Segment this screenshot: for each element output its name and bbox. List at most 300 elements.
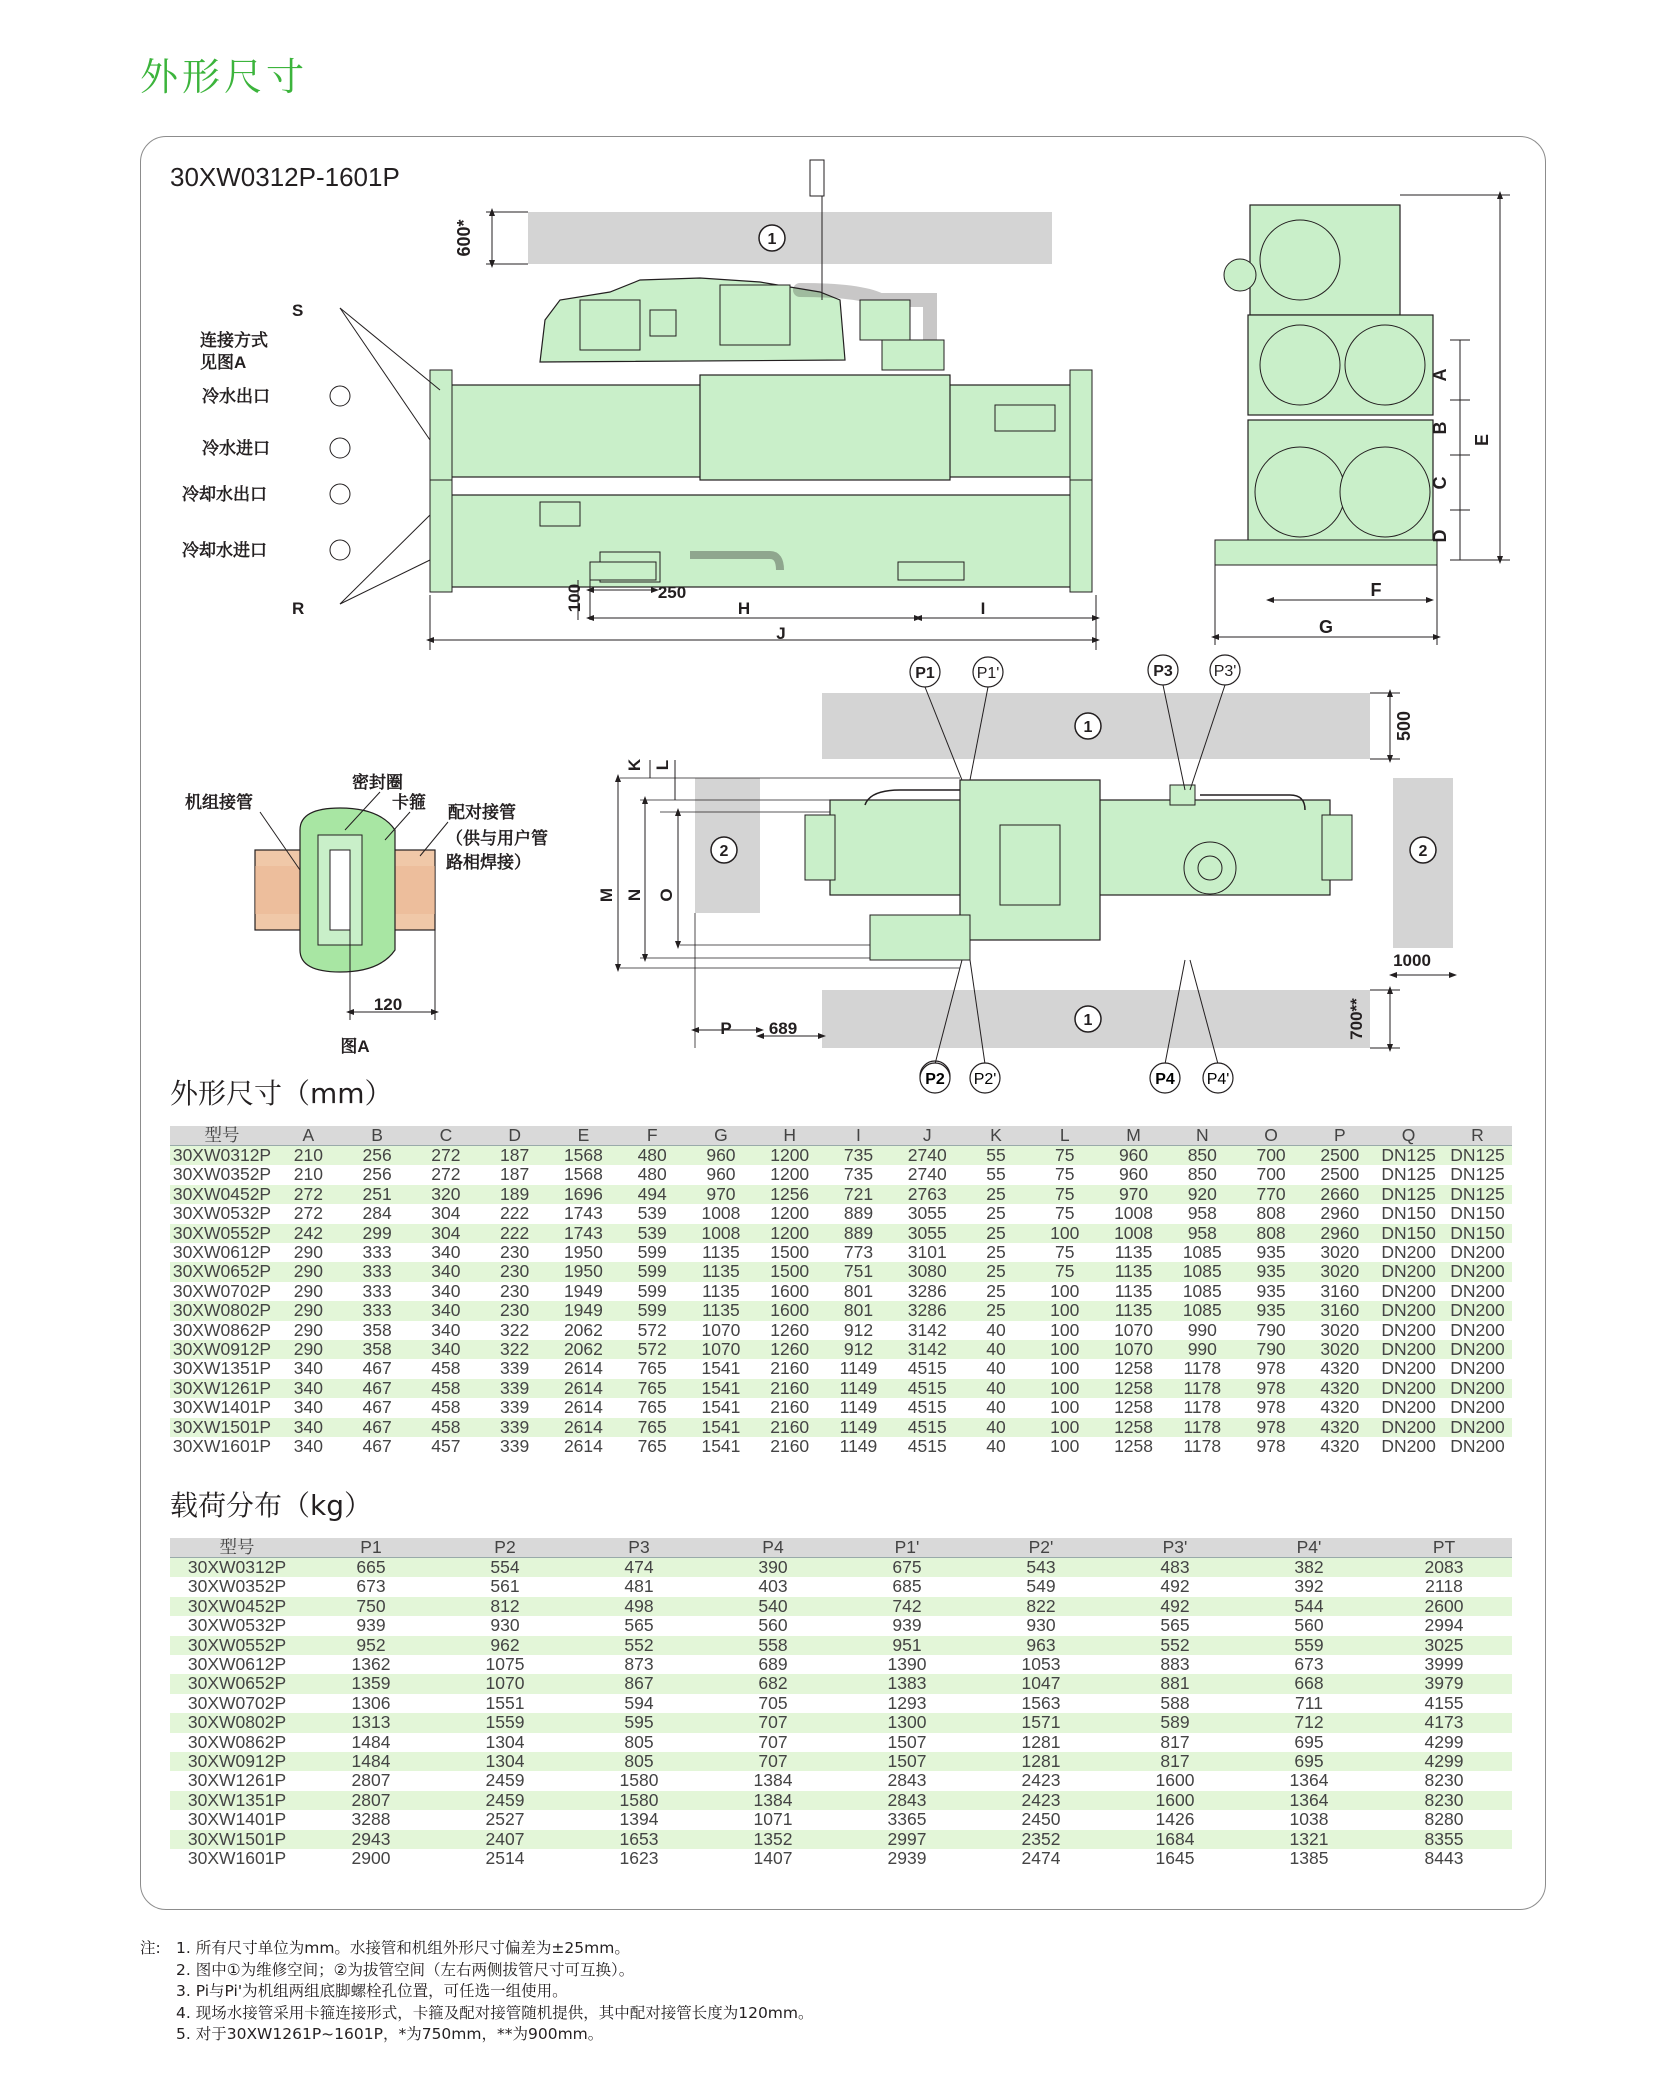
value-cell: 565 xyxy=(624,1615,654,1636)
model-cell: 30XW0552P xyxy=(172,1222,272,1243)
value-cell: 3142 xyxy=(907,1339,947,1360)
value-cell: 2960 xyxy=(1320,1203,1360,1224)
side-view xyxy=(340,160,1096,650)
value-cell: 1352 xyxy=(753,1828,793,1849)
value-cell: DN200 xyxy=(1450,1280,1505,1301)
value-cell: 55 xyxy=(986,1164,1006,1185)
model-cell: 30XW0862P xyxy=(172,1319,272,1340)
point-P3-alt: P3' xyxy=(1213,663,1237,680)
value-cell: 2807 xyxy=(351,1770,391,1791)
value-cell: 805 xyxy=(624,1751,654,1772)
value-cell: 1500 xyxy=(770,1242,810,1263)
value-cell: 100 xyxy=(1050,1377,1080,1398)
value-cell: 1623 xyxy=(619,1848,659,1869)
dim-700: 700** xyxy=(1347,998,1366,1040)
value-cell: 2740 xyxy=(907,1164,947,1185)
value-cell: 958 xyxy=(1187,1203,1217,1224)
value-cell: 595 xyxy=(624,1712,654,1733)
value-cell: 492 xyxy=(1160,1576,1190,1597)
value-cell: 889 xyxy=(843,1203,874,1224)
model-cell: 30XW1401P xyxy=(172,1397,272,1418)
value-cell: 339 xyxy=(500,1436,530,1457)
value-cell: 1085 xyxy=(1182,1261,1222,1282)
value-cell: 1384 xyxy=(753,1789,793,1810)
dim-500: 500 xyxy=(1394,710,1414,742)
value-cell: 4320 xyxy=(1320,1436,1360,1457)
value-cell: 339 xyxy=(500,1397,530,1418)
table-row xyxy=(170,1321,1512,1340)
value-cell: 1085 xyxy=(1182,1242,1222,1263)
value-cell: 25 xyxy=(986,1222,1006,1243)
value-cell: 1426 xyxy=(1155,1809,1195,1830)
value-cell: 2474 xyxy=(1021,1848,1061,1869)
value-cell: 850 xyxy=(1187,1145,1217,1165)
value-cell: 498 xyxy=(624,1595,654,1616)
value-cell: 721 xyxy=(843,1183,874,1204)
value-cell: 340 xyxy=(293,1377,323,1398)
value-cell: 2600 xyxy=(1424,1595,1464,1616)
value-cell: 100 xyxy=(1050,1280,1080,1301)
value-cell: 2407 xyxy=(485,1828,525,1849)
service-space-top xyxy=(528,212,1052,264)
value-cell: DN150 xyxy=(1450,1222,1505,1243)
value-cell: 1149 xyxy=(839,1358,878,1379)
value-cell: 272 xyxy=(431,1145,461,1165)
column-header: M xyxy=(1099,1126,1168,1146)
value-cell: 1743 xyxy=(563,1222,603,1243)
value-cell: 1653 xyxy=(619,1828,659,1849)
label-chilled-in: 冷水进口 xyxy=(202,439,270,458)
value-cell: DN125 xyxy=(1381,1183,1436,1204)
connection-labels xyxy=(182,301,350,618)
value-cell: 675 xyxy=(892,1557,922,1577)
value-cell: 492 xyxy=(1160,1595,1190,1616)
value-cell: 1600 xyxy=(770,1280,810,1301)
value-cell: 912 xyxy=(843,1339,874,1360)
table-row xyxy=(170,1165,1512,1184)
value-cell: 2062 xyxy=(563,1339,603,1360)
value-cell: 1149 xyxy=(839,1436,878,1457)
value-cell: 2118 xyxy=(1425,1576,1463,1597)
value-cell: 1200 xyxy=(770,1203,810,1224)
value-cell: 2614 xyxy=(563,1416,603,1437)
value-cell: 480 xyxy=(637,1145,667,1165)
value-cell: 1645 xyxy=(1155,1848,1195,1869)
value-cell: 939 xyxy=(356,1615,386,1636)
model-range: 30XW0312P-1601P xyxy=(170,162,400,192)
value-cell: 700 xyxy=(1256,1145,1286,1165)
zone-1-front: 1 xyxy=(1083,1012,1093,1029)
value-cell: 1563 xyxy=(1021,1692,1061,1713)
value-cell: 3286 xyxy=(907,1280,947,1301)
value-cell: 4320 xyxy=(1320,1377,1360,1398)
value-cell: 990 xyxy=(1187,1339,1217,1360)
value-cell: 707 xyxy=(758,1751,788,1772)
column-header: 型号 xyxy=(170,1126,274,1146)
table-row xyxy=(170,1379,1512,1398)
value-cell: 930 xyxy=(490,1615,520,1636)
value-cell: 2062 xyxy=(563,1319,603,1340)
value-cell: 1500 xyxy=(770,1261,810,1282)
model-cell: 30XW0702P xyxy=(187,1692,287,1713)
value-cell: DN200 xyxy=(1381,1280,1436,1301)
value-cell: 1260 xyxy=(770,1339,810,1360)
value-cell: 2843 xyxy=(887,1789,927,1810)
value-cell: 682 xyxy=(758,1673,788,1694)
table-row xyxy=(170,1204,1512,1223)
value-cell: 100 xyxy=(1050,1319,1080,1340)
dim-B: B xyxy=(1430,421,1450,435)
dim-J: J xyxy=(776,624,786,643)
column-header: N xyxy=(1168,1126,1237,1146)
value-cell: 1200 xyxy=(770,1145,810,1165)
value-cell: 458 xyxy=(431,1358,461,1379)
value-cell: 3020 xyxy=(1320,1261,1360,1282)
dim-K: K xyxy=(625,758,644,772)
value-cell: DN200 xyxy=(1450,1242,1505,1263)
value-cell: 539 xyxy=(637,1203,667,1224)
value-cell: 805 xyxy=(624,1731,654,1752)
value-cell: DN200 xyxy=(1381,1242,1436,1263)
value-cell: 742 xyxy=(892,1595,922,1616)
value-cell: 4515 xyxy=(907,1397,947,1418)
column-header: A xyxy=(274,1126,343,1146)
value-cell: 340 xyxy=(293,1358,323,1379)
model-cell: 30XW0312P xyxy=(172,1145,272,1165)
value-cell: 340 xyxy=(293,1416,323,1437)
model-cell: 30XW0612P xyxy=(172,1242,272,1263)
value-cell: 572 xyxy=(637,1319,667,1340)
value-cell: 543 xyxy=(1026,1557,1056,1577)
value-cell: 935 xyxy=(1256,1280,1286,1301)
value-cell: 867 xyxy=(624,1673,654,1694)
table-row xyxy=(170,1301,1512,1320)
value-cell: 1258 xyxy=(1114,1358,1153,1379)
detail-a xyxy=(185,772,548,1056)
value-cell: DN200 xyxy=(1381,1416,1436,1437)
value-cell: 333 xyxy=(362,1261,392,1282)
value-cell: 939 xyxy=(892,1615,922,1636)
dim-O: O xyxy=(657,888,676,902)
value-cell: 1568 xyxy=(563,1164,603,1185)
value-cell: 230 xyxy=(500,1242,530,1263)
note-item: 3. Pi与Pi'为机组两组底脚螺栓孔位置，可任选一组使用。 xyxy=(176,1982,568,2000)
value-cell: 290 xyxy=(293,1242,323,1263)
zone-1-marker: 1 xyxy=(767,231,777,248)
value-cell: 765 xyxy=(637,1397,667,1418)
value-cell: 1053 xyxy=(1021,1654,1061,1675)
label-clamp: 卡箍 xyxy=(392,793,426,812)
value-cell: 599 xyxy=(637,1242,667,1263)
column-header: B xyxy=(343,1126,412,1146)
value-cell: 40 xyxy=(986,1397,1006,1418)
value-cell: 2160 xyxy=(770,1377,810,1398)
value-cell: 1364 xyxy=(1289,1770,1329,1791)
value-cell: 403 xyxy=(758,1576,788,1597)
value-cell: 812 xyxy=(490,1595,520,1616)
column-header: P3' xyxy=(1108,1538,1242,1558)
value-cell: 1541 xyxy=(701,1397,741,1418)
value-cell: 935 xyxy=(1256,1300,1286,1321)
value-cell: 1135 xyxy=(1114,1280,1153,1301)
table-row xyxy=(170,1577,1512,1596)
value-cell: 467 xyxy=(362,1436,392,1457)
table-row xyxy=(170,1810,1512,1829)
value-cell: 817 xyxy=(1160,1731,1190,1752)
value-cell: DN200 xyxy=(1450,1397,1505,1418)
value-cell: 958 xyxy=(1187,1222,1217,1243)
model-cell: 30XW0532P xyxy=(172,1203,272,1224)
value-cell: 599 xyxy=(637,1261,667,1282)
model-cell: 30XW0352P xyxy=(187,1576,287,1597)
value-cell: 1071 xyxy=(753,1809,793,1830)
column-header: Q xyxy=(1374,1126,1443,1146)
value-cell: 320 xyxy=(431,1183,461,1204)
value-cell: 340 xyxy=(431,1242,461,1263)
column-header: H xyxy=(755,1126,824,1146)
value-cell: 230 xyxy=(500,1261,530,1282)
value-cell: 210 xyxy=(293,1145,323,1165)
value-cell: 1178 xyxy=(1183,1416,1222,1437)
dim-600: 600* xyxy=(454,219,474,257)
value-cell: 474 xyxy=(624,1557,654,1577)
value-cell: DN125 xyxy=(1450,1145,1505,1165)
value-cell: 685 xyxy=(892,1576,922,1597)
dimension-table-title: 外形尺寸（mm） xyxy=(170,1077,393,1110)
label-chilled-out: 冷水出口 xyxy=(202,387,270,406)
value-cell: 1696 xyxy=(563,1183,603,1204)
value-cell: 935 xyxy=(1256,1261,1286,1282)
value-cell: 8443 xyxy=(1424,1848,1464,1869)
value-cell: 1304 xyxy=(485,1751,525,1772)
notes-list xyxy=(176,1938,1176,2046)
value-cell: 2843 xyxy=(887,1770,927,1791)
value-cell: 558 xyxy=(758,1634,788,1655)
value-cell: 494 xyxy=(637,1183,667,1204)
value-cell: 340 xyxy=(431,1339,461,1360)
table-row xyxy=(170,1694,1512,1713)
value-cell: 1260 xyxy=(770,1319,810,1340)
column-header: P1' xyxy=(840,1538,974,1558)
value-cell: DN200 xyxy=(1381,1319,1436,1340)
value-cell: 549 xyxy=(1026,1576,1056,1597)
value-cell: 339 xyxy=(500,1358,530,1379)
value-cell: 1580 xyxy=(619,1770,659,1791)
model-cell: 30XW1261P xyxy=(172,1377,272,1398)
value-cell: 333 xyxy=(362,1280,392,1301)
value-cell: 2500 xyxy=(1320,1164,1360,1185)
value-cell: 2450 xyxy=(1021,1809,1061,1830)
value-cell: 340 xyxy=(293,1397,323,1418)
value-cell: DN200 xyxy=(1450,1416,1505,1437)
value-cell: 930 xyxy=(1026,1615,1056,1636)
value-cell: 707 xyxy=(758,1731,788,1752)
value-cell: 1070 xyxy=(1114,1339,1153,1360)
note-item: 5. 对于30XW1261P~1601P，*为750mm，**为900mm。 xyxy=(176,2025,604,2043)
value-cell: 2614 xyxy=(563,1377,603,1398)
value-cell: 700 xyxy=(1256,1164,1286,1185)
value-cell: 552 xyxy=(1160,1634,1190,1655)
value-cell: 340 xyxy=(431,1280,461,1301)
table-row xyxy=(170,1437,1512,1456)
value-cell: 1135 xyxy=(702,1242,740,1263)
table-row xyxy=(170,1616,1512,1635)
value-cell: 1258 xyxy=(1114,1436,1153,1457)
value-cell: 290 xyxy=(293,1319,323,1340)
load-table xyxy=(170,1538,1512,1869)
column-header: D xyxy=(480,1126,549,1146)
value-cell: 1135 xyxy=(702,1300,740,1321)
value-cell: 8230 xyxy=(1424,1789,1464,1810)
value-cell: 1304 xyxy=(485,1731,525,1752)
value-cell: 1070 xyxy=(485,1673,525,1694)
label-unit-pipe: 机组接管 xyxy=(185,793,253,812)
value-cell: DN200 xyxy=(1450,1319,1505,1340)
dimension-table xyxy=(170,1126,1512,1457)
dim-E: E xyxy=(1472,433,1492,447)
value-cell: 210 xyxy=(293,1164,323,1185)
value-cell: 695 xyxy=(1294,1731,1324,1752)
dim-N: N xyxy=(625,888,644,902)
value-cell: 299 xyxy=(362,1222,392,1243)
value-cell: DN200 xyxy=(1381,1436,1436,1457)
value-cell: 1178 xyxy=(1183,1436,1222,1457)
value-cell: 561 xyxy=(490,1576,520,1597)
model-cell: 30XW0802P xyxy=(187,1712,287,1733)
value-cell: 4515 xyxy=(907,1436,947,1457)
column-header: R xyxy=(1443,1126,1512,1146)
value-cell: DN200 xyxy=(1381,1300,1436,1321)
value-cell: 1541 xyxy=(701,1377,741,1398)
value-cell: 272 xyxy=(431,1164,461,1185)
model-cell: 30XW0702P xyxy=(172,1280,272,1301)
value-cell: 765 xyxy=(637,1416,667,1437)
value-cell: 2614 xyxy=(563,1436,603,1457)
value-cell: 889 xyxy=(843,1222,874,1243)
value-cell: 1178 xyxy=(1183,1397,1222,1418)
load-table-header xyxy=(170,1538,1512,1558)
dim-250: 250 xyxy=(657,583,687,602)
table-row xyxy=(170,1398,1512,1417)
value-cell: 673 xyxy=(356,1576,386,1597)
value-cell: 1743 xyxy=(563,1203,603,1224)
value-cell: 2160 xyxy=(770,1358,810,1379)
value-cell: 189 xyxy=(500,1183,530,1204)
value-cell: 970 xyxy=(706,1183,736,1204)
value-cell: 40 xyxy=(986,1339,1006,1360)
table-row xyxy=(170,1655,1512,1674)
value-cell: 4155 xyxy=(1424,1692,1464,1713)
value-cell: 1085 xyxy=(1182,1300,1222,1321)
value-cell: 339 xyxy=(500,1377,530,1398)
table-row xyxy=(170,1771,1512,1790)
value-cell: 1484 xyxy=(351,1731,391,1752)
value-cell: 540 xyxy=(758,1595,788,1616)
value-cell: 358 xyxy=(362,1339,392,1360)
value-cell: 75 xyxy=(1055,1183,1075,1204)
value-cell: 222 xyxy=(500,1203,530,1224)
value-cell: 40 xyxy=(986,1436,1006,1457)
value-cell: 978 xyxy=(1256,1416,1286,1437)
table-row xyxy=(170,1224,1512,1243)
model-cell: 30XW0312P xyxy=(187,1557,287,1577)
value-cell: 358 xyxy=(362,1319,392,1340)
value-cell: 8355 xyxy=(1424,1828,1464,1849)
value-cell: 4320 xyxy=(1320,1416,1360,1437)
value-cell: 230 xyxy=(500,1300,530,1321)
value-cell: 1321 xyxy=(1289,1828,1329,1849)
model-cell: 30XW0452P xyxy=(172,1183,272,1204)
column-header: PT xyxy=(1376,1538,1512,1558)
value-cell: 1507 xyxy=(887,1731,927,1752)
value-cell: 75 xyxy=(1055,1164,1075,1185)
model-cell: 30XW0912P xyxy=(172,1339,272,1360)
value-cell: 1070 xyxy=(1114,1319,1153,1340)
model-cell: 30XW0802P xyxy=(172,1300,272,1321)
value-cell: 3999 xyxy=(1424,1654,1464,1675)
value-cell: 2500 xyxy=(1320,1145,1360,1165)
value-cell: 599 xyxy=(637,1280,667,1301)
value-cell: 765 xyxy=(637,1436,667,1457)
value-cell: 1600 xyxy=(770,1300,810,1321)
value-cell: 1070 xyxy=(701,1319,741,1340)
value-cell: 100 xyxy=(1050,1358,1080,1379)
dim-A: A xyxy=(1430,368,1450,382)
point-P2-alt: P2' xyxy=(973,1071,997,1088)
value-cell: 560 xyxy=(1294,1615,1324,1636)
dim-I: I xyxy=(980,599,986,618)
dimension-table-header xyxy=(170,1126,1512,1146)
value-cell: DN125 xyxy=(1381,1164,1436,1185)
value-cell: 790 xyxy=(1256,1319,1286,1340)
value-cell: 707 xyxy=(758,1712,788,1733)
value-cell: 1038 xyxy=(1289,1809,1329,1830)
value-cell: 187 xyxy=(500,1164,530,1185)
value-cell: 695 xyxy=(1294,1751,1324,1772)
table-row xyxy=(170,1849,1512,1868)
value-cell: 1362 xyxy=(351,1654,391,1675)
value-cell: 1135 xyxy=(1114,1300,1153,1321)
value-cell: 25 xyxy=(986,1183,1006,1204)
value-cell: 2994 xyxy=(1424,1615,1464,1636)
model-cell: 30XW0652P xyxy=(187,1673,287,1694)
value-cell: 873 xyxy=(624,1654,654,1675)
label-cooling-out: 冷却水出口 xyxy=(182,485,267,504)
value-cell: 1281 xyxy=(1021,1751,1061,1772)
label-mating-pipe: 配对接管 xyxy=(448,803,516,822)
value-cell: 4320 xyxy=(1320,1397,1360,1418)
value-cell: 467 xyxy=(362,1397,392,1418)
value-cell: 673 xyxy=(1294,1654,1324,1675)
value-cell: 559 xyxy=(1294,1634,1324,1655)
value-cell: 712 xyxy=(1294,1712,1324,1733)
value-cell: 552 xyxy=(624,1634,654,1655)
value-cell: 790 xyxy=(1256,1339,1286,1360)
value-cell: 935 xyxy=(1256,1242,1286,1263)
dim-D: D xyxy=(1430,529,1450,543)
value-cell: 2160 xyxy=(770,1397,810,1418)
value-cell: 467 xyxy=(362,1358,392,1379)
value-cell: 1383 xyxy=(887,1673,927,1694)
value-cell: 554 xyxy=(490,1557,520,1577)
dim-G: G xyxy=(1318,617,1334,637)
value-cell: 960 xyxy=(1118,1164,1149,1185)
value-cell: 1300 xyxy=(887,1712,927,1733)
column-header: C xyxy=(412,1126,481,1146)
value-cell: 3979 xyxy=(1424,1673,1464,1694)
value-cell: 962 xyxy=(490,1634,520,1655)
value-cell: DN200 xyxy=(1381,1397,1436,1418)
